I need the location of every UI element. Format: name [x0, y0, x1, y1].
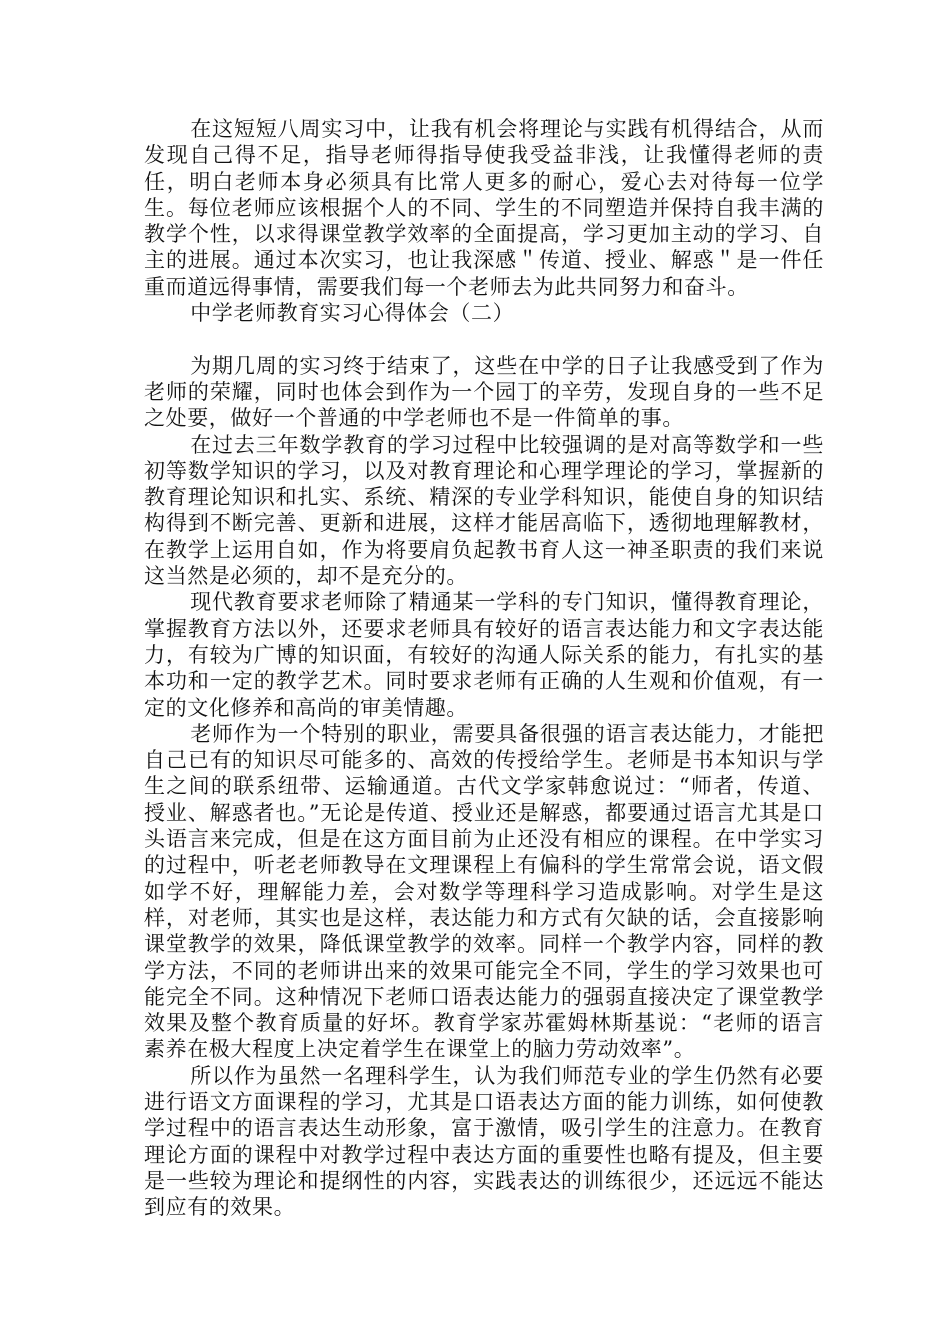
- paragraph-conclusion: 所以作为虽然一名理科学生，认为我们师范专业的学生仍然有必要进行语文方面课程的学习，尤其是口语表达方面的能力训练，如何使教学过程中的语言表达生动形象，富于激情，吸引学生的注意力。在教育理论方面的课程中对教学过程中表达方面的重要性也略有提及，但主要是一些较为理论和提纲性的内容，实践表达的训练很少，还远远不能达到应有的效果。: [144, 1063, 824, 1220]
- paragraph-internship-summary: 在这短短八周实习中，让我有机会将理论与实践有机得结合，从而发现自己得不足，指导老师得指导使我受益非浅，让我懂得老师的责任，明白老师本身必须具有比常人更多的耐心，爱心去对待每一位学生。每位老师应该根据个人的不同、学生的不同塑造并保持自我丰满的教学个性，以求得课堂教学效率的全面提高，学习更加主动的学习、自主的进展。通过本次实习，也让我深感＂传道、授业、解惑＂是一件任重而道远得事情，需要我们每一个老师去为此共同努力和奋斗。: [144, 117, 824, 299]
- paragraph-language-ability: 老师作为一个特别的职业，需要具备很强的语言表达能力，才能把自己已有的知识尽可能多的、高效的传授给学生。老师是书本知识与学生之间的联系纽带、运输通道。古代文学家韩愈说过：“师者，传道、授业、解惑者也。”无论是传道、授业还是解惑，都要通过语言尤其是口头语言来完成，但是在这方面目前为止还没有相应的课程。在中学实习的过程中，听老老师教导在文理课程上有偏科的学生常常会说，语文假如学不好，理解能力差，会对数学等理科学习造成影响。对学生是这样，对老师，其实也是这样，表达能力和方式有欠缺的话，会直接影响课堂教学的效果，降低课堂教学的效率。同样一个教学内容，同样的教学方法，不同的老师讲出来的效果可能完全不同，学生的学习效果也可能完全不同。这种情况下老师口语表达能力的强弱直接决定了课堂教学效果及整个教育质量的好坏。教育学家苏霍姆林斯基说：“老师的语言素养在极大程度上决定着学生在课堂上的脑力劳动效率”。: [144, 721, 824, 1062]
- paragraph-intro: 为期几周的实习终于结束了，这些在中学的日子让我感受到了作为老师的荣耀，同时也体会到作为一个园丁的辛劳，发现自身的一些不足之处要，做好一个普通的中学老师也不是一件简单的事。: [144, 353, 824, 431]
- document-page: [144, 116, 824, 1220]
- paragraph-math-education: 在过去三年数学教育的学习过程中比较强调的是对高等数学和一些初等数学知识的学习，以及对教育理论和心理学理论的学习，掌握新的教育理论知识和扎实、系统、精深的专业学科知识，能使自身的知识结构得到不断完善、更新和进展，这样才能居高临下，透彻地理解教材，在教学上运用自如，作为将要肩负起教书育人这一神圣职责的我们来说这当然是必须的，却不是充分的。: [144, 432, 824, 589]
- paragraph-modern-education: 现代教育要求老师除了精通某一学科的专门知识，懂得教育理论，掌握教育方法以外，还要求老师具有较好的语言表达能力和文字表达能力，有较为广博的知识面，有较好的沟通人际关系的能力，有扎实的基本功和一定的教学艺术。同时要求老师有正确的人生观和价值观，有一定的文化修养和高尚的审美情趣。: [144, 590, 824, 720]
- blank-line: [144, 326, 824, 352]
- section-heading: 中学老师教育实习心得体会（二）: [190, 301, 515, 326]
